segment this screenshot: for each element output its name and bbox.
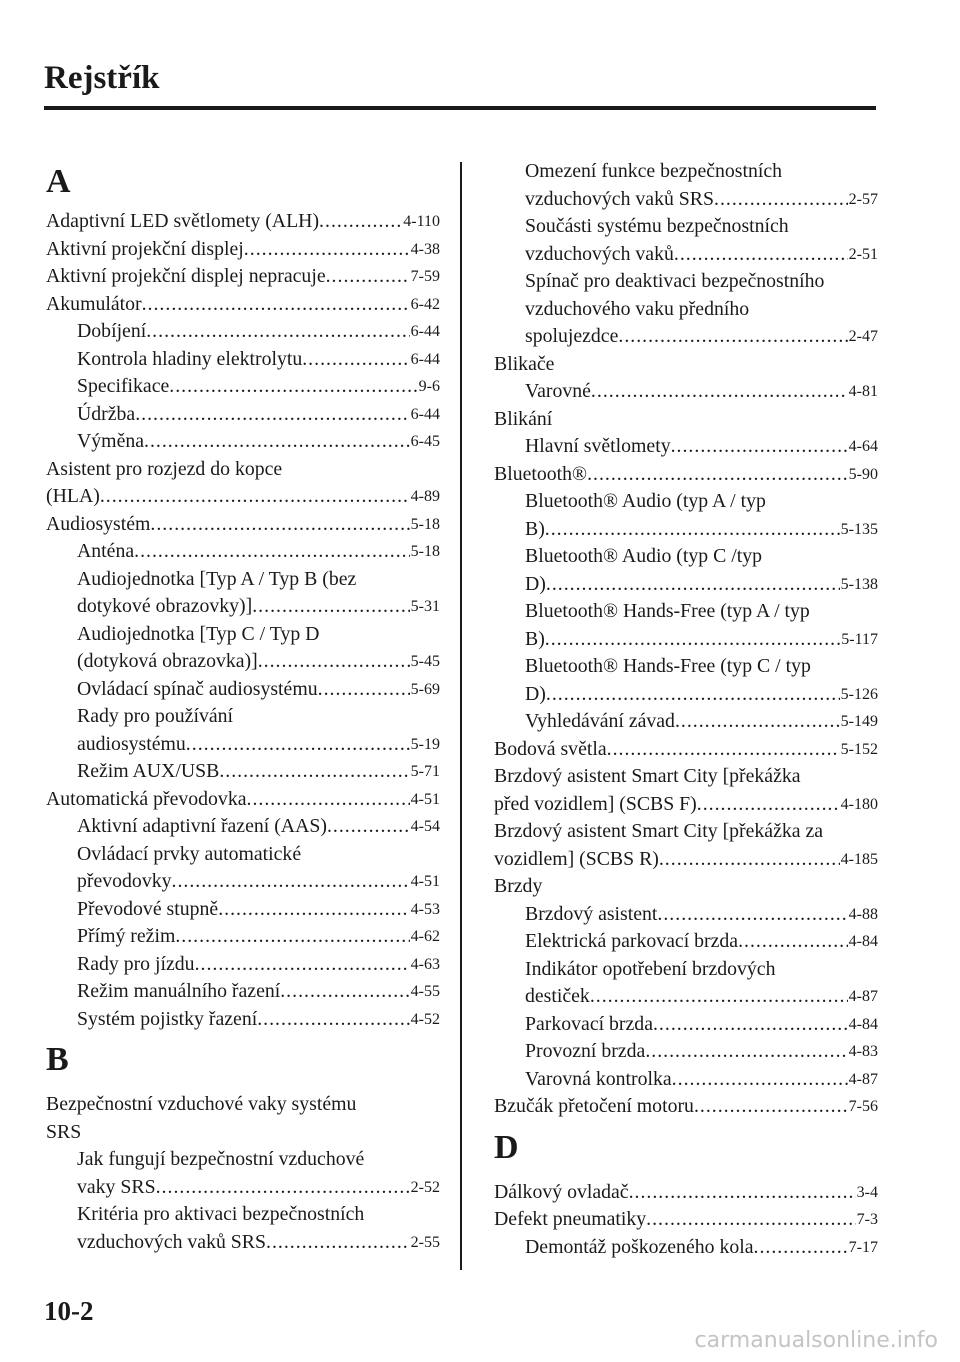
index-entry bbox=[494, 1066, 878, 1094]
dot-leader bbox=[546, 681, 840, 709]
index-entry bbox=[494, 983, 878, 1011]
index-entry-text: Demontáž poškozeného kola bbox=[525, 1235, 754, 1258]
index-entry-page: 2-52 bbox=[410, 1178, 440, 1196]
index-entry-page: 4-38 bbox=[410, 240, 440, 258]
index-entry-page: 4-84 bbox=[848, 933, 878, 950]
section-b-continued-entries bbox=[494, 158, 878, 1121]
dot-leader bbox=[672, 1066, 848, 1094]
index-entry bbox=[46, 291, 440, 319]
index-entry bbox=[494, 1011, 878, 1039]
index-entry-text: Aktivní adaptivní řazení (AAS) bbox=[77, 815, 327, 837]
dot-leader bbox=[674, 241, 848, 269]
index-entry bbox=[494, 1234, 878, 1262]
index-entry-text: destiček bbox=[525, 985, 590, 1007]
index-entry-text: Indikátor opotřebení brzdových bbox=[525, 957, 776, 980]
index-entry-page: 4-62 bbox=[410, 928, 440, 945]
index-entry-text: vzduchových vaků SRS bbox=[525, 187, 715, 210]
index-entry bbox=[46, 896, 440, 924]
index-entry-text: Kritéria pro aktivaci bezpečnostních bbox=[77, 1203, 365, 1225]
index-entry bbox=[494, 213, 878, 241]
index-entry-page: 4-52 bbox=[410, 1010, 440, 1028]
index-entry-text: (HLA) bbox=[46, 485, 100, 507]
title-rule bbox=[44, 106, 876, 110]
index-entry bbox=[46, 428, 440, 456]
index-entry bbox=[46, 538, 440, 566]
index-entry-text: vozidlem] (SCBS R) bbox=[494, 847, 659, 870]
index-entry bbox=[46, 1174, 440, 1202]
index-entry-text: převodovky bbox=[77, 870, 172, 892]
index-entry-page: 7-59 bbox=[410, 268, 440, 285]
dot-leader bbox=[659, 846, 840, 874]
dot-leader bbox=[100, 483, 410, 511]
index-entry-text: Elektrická parkovací brzda bbox=[525, 930, 739, 952]
index-entry-text: Rady pro jízdu bbox=[77, 952, 195, 975]
index-entry bbox=[46, 346, 440, 374]
index-entry bbox=[46, 373, 440, 401]
dot-leader bbox=[629, 1179, 856, 1207]
index-entry bbox=[494, 1179, 878, 1207]
index-entry-text: D) bbox=[525, 682, 546, 705]
dot-leader bbox=[319, 208, 402, 236]
dot-leader bbox=[714, 186, 848, 214]
index-entry bbox=[494, 791, 878, 819]
index-entry bbox=[46, 236, 440, 264]
index-entry-text: Blikače bbox=[494, 352, 555, 375]
index-entry-text: Režim manuálního řazení bbox=[77, 980, 281, 1002]
index-entry-text: Aktivní projekční displej nepracuje bbox=[46, 265, 326, 287]
index-entry bbox=[494, 846, 878, 874]
index-entry-text: Bluetooth® Audio (typ A / typ bbox=[525, 490, 766, 512]
index-entry-text: Automatická převodovka bbox=[46, 787, 247, 810]
dot-leader bbox=[257, 1006, 409, 1034]
index-entry-text: Ovládací prvky automatické bbox=[77, 842, 302, 865]
dot-leader bbox=[645, 1038, 847, 1066]
index-entry-text: Součásti systému bezpečnostních bbox=[525, 215, 789, 237]
index-entry-text: Hlavní světlomety bbox=[525, 435, 671, 457]
index-entry bbox=[46, 1119, 440, 1147]
index-entry bbox=[494, 928, 878, 956]
index-entry bbox=[494, 571, 878, 599]
index-entry-text: Bluetooth® Hands-Free (typ C / typ bbox=[525, 655, 811, 677]
dot-leader bbox=[195, 951, 410, 979]
index-entry bbox=[494, 378, 878, 406]
index-entry bbox=[46, 593, 440, 621]
index-entry-page: 5-31 bbox=[410, 598, 440, 615]
index-entry bbox=[46, 1146, 440, 1174]
index-entry bbox=[46, 676, 440, 704]
index-entry-text: Systém pojistky řazení bbox=[77, 1007, 258, 1030]
index-entry-text: Brzdový asistent bbox=[525, 902, 658, 925]
index-entry-text: Dálkový ovladač bbox=[494, 1180, 629, 1203]
index-entry-page: 4-88 bbox=[848, 905, 878, 923]
watermark: carmanualsonline.info bbox=[694, 1328, 938, 1353]
index-entry-page: 5-126 bbox=[840, 685, 878, 703]
index-entry bbox=[494, 626, 878, 654]
dot-leader bbox=[653, 1011, 848, 1039]
dot-leader bbox=[280, 978, 409, 1006]
index-entry-page: 5-69 bbox=[410, 680, 440, 698]
index-entry-text: Bodová světla bbox=[494, 737, 607, 760]
index-entry-page: 5-18 bbox=[410, 543, 440, 560]
index-entry-text: vzduchových vaků SRS bbox=[77, 1230, 267, 1253]
dot-leader bbox=[545, 626, 840, 654]
index-entry bbox=[494, 351, 878, 379]
index-entry bbox=[494, 241, 878, 269]
dot-leader bbox=[146, 318, 409, 346]
index-entry-page: 5-90 bbox=[848, 465, 878, 483]
index-column-left bbox=[46, 160, 440, 1256]
index-entry-text: Specifikace bbox=[77, 375, 170, 397]
index-entry bbox=[46, 648, 440, 676]
index-entry bbox=[494, 681, 878, 709]
dot-leader bbox=[169, 373, 417, 401]
index-entry-text: Jak fungují bezpečnostní vzduchové bbox=[77, 1148, 365, 1170]
index-entry bbox=[46, 621, 440, 649]
page-title: Rejstřík bbox=[44, 60, 160, 96]
index-entry bbox=[494, 763, 878, 791]
dot-leader bbox=[546, 571, 840, 599]
index-entry-text: Aktivní projekční displej bbox=[46, 237, 244, 260]
index-entry-text: Bluetooth® bbox=[494, 462, 588, 485]
dot-leader bbox=[590, 983, 848, 1011]
dot-leader bbox=[738, 928, 848, 956]
index-entry-page: 4-89 bbox=[410, 488, 440, 505]
dot-leader bbox=[587, 461, 848, 489]
dot-leader bbox=[172, 868, 410, 896]
index-entry bbox=[46, 703, 440, 731]
index-entry-text: Režim AUX/USB bbox=[77, 760, 220, 782]
index-entry-page: 4-185 bbox=[840, 850, 878, 868]
dot-leader bbox=[607, 736, 840, 764]
index-entry bbox=[46, 758, 440, 786]
index-entry-text: před vozidlem] (SCBS F) bbox=[494, 792, 697, 815]
dot-leader bbox=[694, 1093, 848, 1121]
index-entry bbox=[494, 543, 878, 571]
index-entry-page: 6-44 bbox=[410, 405, 440, 423]
index-entry-page: 5-152 bbox=[840, 740, 878, 758]
index-entry-page: 5-19 bbox=[410, 735, 440, 753]
index-entry bbox=[494, 461, 878, 489]
section-letter-d: D bbox=[494, 1128, 519, 1166]
index-entry bbox=[494, 323, 878, 351]
dot-leader bbox=[302, 346, 409, 374]
index-entry-page: 6-42 bbox=[410, 295, 440, 313]
index-entry-text: Blikání bbox=[494, 407, 553, 430]
index-entry bbox=[494, 1206, 878, 1234]
index-entry bbox=[494, 406, 878, 434]
index-entry-text: Bzučák přetočení motoru bbox=[494, 1095, 694, 1117]
index-entry bbox=[494, 653, 878, 681]
dot-leader bbox=[657, 901, 847, 929]
index-entry-page: 4-54 bbox=[410, 818, 440, 835]
dot-leader bbox=[591, 378, 848, 406]
dot-leader bbox=[754, 1234, 848, 1262]
index-entry bbox=[46, 868, 440, 896]
dot-leader bbox=[266, 1229, 410, 1257]
index-entry-page: 4-110 bbox=[403, 213, 440, 230]
index-entry-text: dotykové obrazovky)] bbox=[77, 595, 253, 617]
index-entry-text: Varovná kontrolka bbox=[525, 1067, 672, 1090]
section-letter-b: B bbox=[46, 1041, 69, 1078]
dot-leader bbox=[327, 813, 410, 841]
index-entry-page: 5-135 bbox=[840, 520, 878, 538]
index-entry bbox=[46, 1201, 440, 1229]
index-entry-text: vaky SRS bbox=[77, 1175, 156, 1198]
dot-leader bbox=[697, 791, 840, 819]
index-entry-page: 4-63 bbox=[410, 955, 440, 973]
index-entry-text: Varovné bbox=[525, 380, 591, 402]
index-entry bbox=[494, 1038, 878, 1066]
dot-leader bbox=[135, 401, 409, 429]
index-entry-page: 5-18 bbox=[410, 515, 440, 533]
index-entry-page: 5-117 bbox=[841, 630, 878, 648]
index-entry bbox=[46, 813, 440, 841]
dot-leader bbox=[142, 291, 410, 319]
index-entry-text: Defekt pneumatiky bbox=[494, 1208, 647, 1230]
index-entry-text: Bezpečnostní vzduchové vaky systému bbox=[46, 1093, 357, 1115]
index-entry-text: audiosystému bbox=[77, 732, 186, 755]
index-entry-page: 6-44 bbox=[410, 350, 440, 368]
index-entry-text: Vyhledávání závad bbox=[525, 710, 675, 732]
dot-leader bbox=[150, 511, 409, 539]
index-entry-page: 2-47 bbox=[848, 328, 878, 345]
index-entry bbox=[494, 186, 878, 214]
index-entry-page: 9-6 bbox=[418, 378, 440, 395]
index-entry-page: 5-45 bbox=[410, 653, 440, 670]
index-entry-page: 4-180 bbox=[840, 795, 878, 813]
index-entry-page: 2-51 bbox=[848, 245, 878, 263]
index-entry bbox=[494, 1093, 878, 1121]
index-entry bbox=[46, 566, 440, 594]
index-entry bbox=[494, 818, 878, 846]
dot-leader bbox=[252, 593, 409, 621]
index-entry-page: 4-87 bbox=[848, 1070, 878, 1088]
column-divider bbox=[460, 162, 462, 1270]
index-entry-page: 7-17 bbox=[848, 1238, 878, 1256]
index-entry-text: Audiojednotka [Typ C / Typ D bbox=[77, 622, 320, 645]
index-entry-page: 3-4 bbox=[856, 1183, 878, 1201]
index-entry-text: SRS bbox=[46, 1120, 82, 1143]
index-entry-text: Brzdový asistent Smart City [překážka za bbox=[494, 820, 824, 842]
index-column-right bbox=[494, 158, 878, 1261]
index-entry bbox=[494, 516, 878, 544]
index-entry bbox=[46, 923, 440, 951]
index-entry bbox=[46, 456, 440, 484]
index-entry-text: Asistent pro rozjezd do kopce bbox=[46, 457, 283, 480]
index-entry bbox=[494, 708, 878, 736]
dot-leader bbox=[326, 263, 410, 291]
index-entry bbox=[494, 433, 878, 461]
index-entry-page: 4-51 bbox=[410, 873, 440, 890]
section-a-entries bbox=[46, 208, 440, 1033]
index-entry bbox=[46, 263, 440, 291]
index-entry-page: 4-55 bbox=[410, 983, 440, 1000]
index-entry-page: 5-71 bbox=[410, 763, 440, 780]
index-entry bbox=[46, 951, 440, 979]
index-entry-text: Anténa bbox=[77, 540, 135, 562]
index-entry bbox=[494, 956, 878, 984]
index-entry-text: B) bbox=[525, 627, 545, 650]
section-b-entries bbox=[46, 1091, 440, 1256]
dot-leader bbox=[218, 896, 409, 924]
index-entry-text: Ovládací spínač audiosystému bbox=[77, 677, 318, 700]
index-entry-text: B) bbox=[525, 517, 545, 540]
dot-leader bbox=[675, 708, 840, 736]
dot-leader bbox=[219, 758, 409, 786]
dot-leader bbox=[144, 428, 410, 456]
section-d-entries bbox=[494, 1179, 878, 1262]
index-entry-page: 5-149 bbox=[840, 713, 878, 730]
index-entry-page: 6-44 bbox=[410, 323, 440, 340]
index-entry-page: 5-138 bbox=[840, 575, 878, 593]
index-entry bbox=[46, 786, 440, 814]
dot-leader bbox=[646, 1206, 856, 1234]
index-entry bbox=[46, 401, 440, 429]
index-entry-text: vzduchového vaku předního bbox=[525, 297, 750, 320]
index-entry-page: 2-57 bbox=[848, 190, 878, 208]
index-entry-page: 6-45 bbox=[410, 433, 440, 450]
index-entry-text: Provozní brzda bbox=[525, 1040, 646, 1062]
index-entry bbox=[46, 841, 440, 869]
index-entry bbox=[46, 1091, 440, 1119]
dot-leader bbox=[175, 923, 409, 951]
index-entry-text: Omezení funkce bezpečnostních bbox=[525, 160, 783, 182]
dot-leader bbox=[671, 433, 848, 461]
index-entry-text: Spínač pro deaktivaci bezpečnostního bbox=[525, 270, 825, 292]
index-entry bbox=[46, 978, 440, 1006]
index-entry-text: (dotyková obrazovka)] bbox=[77, 650, 258, 672]
index-entry bbox=[494, 598, 878, 626]
index-entry-text: Audiosystém bbox=[46, 512, 151, 535]
index-entry-page: 4-53 bbox=[410, 900, 440, 918]
dot-leader bbox=[545, 516, 840, 544]
index-entry-text: Přímý režim bbox=[77, 925, 176, 947]
index-entry-page: 4-83 bbox=[848, 1043, 878, 1060]
index-entry bbox=[494, 268, 878, 296]
index-entry bbox=[46, 208, 440, 236]
dot-leader bbox=[247, 786, 410, 814]
index-entry bbox=[46, 731, 440, 759]
index-entry-text: Bluetooth® Audio (typ C /typ bbox=[525, 545, 763, 567]
index-entry bbox=[46, 511, 440, 539]
index-entry-text: Výměna bbox=[77, 430, 145, 452]
index-entry-page: 4-84 bbox=[848, 1015, 878, 1033]
index-entry bbox=[46, 483, 440, 511]
index-entry-text: D) bbox=[525, 572, 546, 595]
index-entry bbox=[494, 901, 878, 929]
index-entry-text: Převodové stupně bbox=[77, 897, 219, 920]
dot-leader bbox=[244, 236, 410, 264]
index-entry-text: Dobíjení bbox=[77, 320, 147, 342]
index-entry-text: Brzdy bbox=[494, 875, 543, 897]
page-number: 10-2 bbox=[44, 1296, 94, 1326]
index-entry-page: 2-55 bbox=[410, 1233, 440, 1251]
index-entry-text: Audiojednotka [Typ A / Typ B (bez bbox=[77, 567, 357, 590]
index-entry-page: 7-3 bbox=[856, 1211, 878, 1228]
index-entry-text: spolujezdce bbox=[525, 325, 619, 347]
index-entry bbox=[494, 736, 878, 764]
index-entry-text: Adaptivní LED světlomety (ALH) bbox=[46, 210, 320, 232]
index-entry-page: 4-51 bbox=[410, 790, 440, 808]
dot-leader bbox=[134, 538, 410, 566]
index-entry-page: 4-81 bbox=[848, 383, 878, 400]
index-entry-text: Kontrola hladiny elektrolytu bbox=[77, 347, 303, 370]
dot-leader bbox=[618, 323, 847, 351]
index-entry bbox=[46, 1006, 440, 1034]
index-entry bbox=[494, 296, 878, 324]
index-entry bbox=[494, 873, 878, 901]
index-entry-page: 7-56 bbox=[848, 1098, 878, 1115]
index-entry-page: 4-87 bbox=[848, 988, 878, 1005]
section-letter-a: A bbox=[46, 163, 71, 200]
dot-leader bbox=[186, 731, 410, 759]
index-entry bbox=[46, 1229, 440, 1257]
index-entry-text: Údržba bbox=[77, 402, 136, 425]
index-entry-text: vzduchových vaků bbox=[525, 242, 674, 265]
dot-leader bbox=[156, 1174, 410, 1202]
index-entry bbox=[494, 158, 878, 186]
index-entry bbox=[46, 318, 440, 346]
dot-leader bbox=[318, 676, 410, 704]
index-entry-text: Rady pro používání bbox=[77, 705, 234, 727]
index-entry-text: Bluetooth® Hands-Free (typ A / typ bbox=[525, 600, 810, 622]
index-entry-text: Akumulátor bbox=[46, 292, 142, 315]
index-entry bbox=[494, 488, 878, 516]
index-entry-text: Brzdový asistent Smart City [překážka bbox=[494, 765, 801, 787]
dot-leader bbox=[258, 648, 410, 676]
index-entry-text: Parkovací brzda bbox=[525, 1012, 653, 1035]
index-entry-page: 4-64 bbox=[848, 438, 878, 455]
